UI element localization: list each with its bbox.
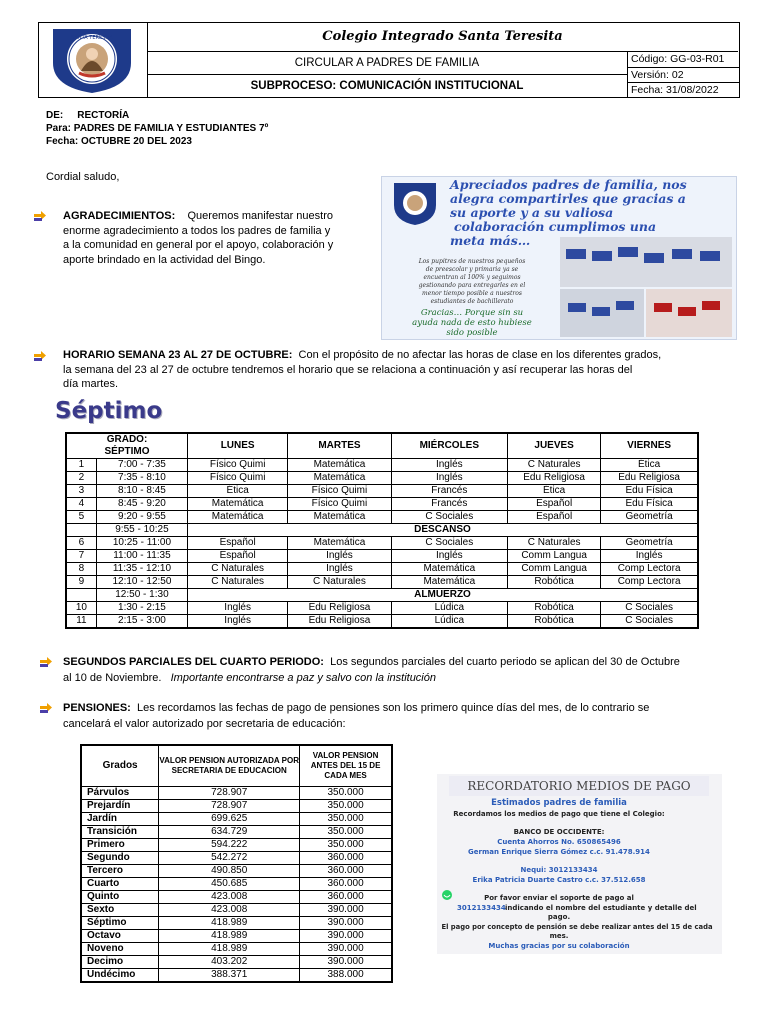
subject-cell: Ética xyxy=(188,485,288,498)
pension-row xyxy=(81,956,392,969)
svg-text:SANTA TERESITA: SANTA TERESITA xyxy=(71,35,113,41)
subject-cell: Matemática xyxy=(288,459,391,472)
break-time: 9:55 - 10:25 xyxy=(96,524,187,537)
document-version: Versión: 02 xyxy=(628,68,739,84)
pension-authorized: 542.272 xyxy=(159,852,300,865)
pension-authorized: 418.989 xyxy=(159,930,300,943)
pension-grade: Sexto xyxy=(81,904,159,917)
period-number: 6 xyxy=(66,537,96,550)
pension-authorized: 594.222 xyxy=(159,839,300,852)
pension-row xyxy=(81,865,392,878)
pension-row xyxy=(81,930,392,943)
period-number: 4 xyxy=(66,498,96,511)
pension-grade: Cuarto xyxy=(81,878,159,891)
svg-text:meta más…: meta más… xyxy=(450,233,531,248)
svg-text:Muchas gracias por su colabora: Muchas gracias por su colaboración xyxy=(488,942,630,950)
svg-text:menor tiempo posible a nuestro: menor tiempo posible a nuestros xyxy=(422,290,522,297)
svg-text:Nequi: 3012133434: Nequi: 3012133434 xyxy=(520,866,598,874)
exams-line2: al 10 de Noviembre. xyxy=(63,672,162,684)
school-crest-icon xyxy=(39,23,147,97)
subject-cell: Español xyxy=(188,550,288,563)
pension-authorized: 423.008 xyxy=(159,904,300,917)
document-meta xyxy=(627,52,739,97)
document-code: Código: GG-03-R01 xyxy=(628,52,739,68)
break-label: DESCANSO xyxy=(188,524,698,537)
period-number: 1 xyxy=(66,459,96,472)
subject-cell: Inglés xyxy=(288,550,391,563)
svg-text:BANCO DE OCCIDENTE:: BANCO DE OCCIDENTE: xyxy=(513,828,605,836)
col-grades: Grados xyxy=(81,745,159,787)
gratitude-line3: a la comunidad en general por el apoyo, colaboración y xyxy=(63,239,334,251)
pension-grade: Prejardín xyxy=(81,800,159,813)
subject-cell: Matemática xyxy=(391,563,507,576)
lunch-label: ALMUERZO xyxy=(188,589,698,602)
pension-grade: Séptimo xyxy=(81,917,159,930)
banner-graphic xyxy=(382,177,736,339)
svg-text:3012133434: 3012133434 xyxy=(457,904,506,912)
svg-text:Por favor enviar el soporte de: Por favor enviar el soporte de pago al xyxy=(484,894,634,902)
pension-row xyxy=(81,917,392,930)
bullet-arrow-icon xyxy=(34,210,46,221)
subject-cell: Edu Física xyxy=(601,485,698,498)
col-before15: VALOR PENSION ANTES DEL 15 DE CADA MES xyxy=(300,745,392,787)
subject-cell: Edu Religiosa xyxy=(508,472,601,485)
subject-cell: Edu Religiosa xyxy=(288,602,391,615)
svg-text:German Enrique Sierra Gómez c.: German Enrique Sierra Gómez c.c. 91.478.914 xyxy=(468,848,650,856)
subject-cell: Físico Quimi xyxy=(188,459,288,472)
subject-cell: Geometría xyxy=(601,511,698,524)
schedule-intro-line1: Con el propósito de no afectar las horas de clase en los diferentes grados, xyxy=(298,349,662,361)
pension-grade: Quinto xyxy=(81,891,159,904)
subject-cell: C Naturales xyxy=(288,576,391,589)
gratitude-line2: enorme agradecimiento a todos los padres de familia y xyxy=(63,224,331,237)
period-time: 1:30 - 2:15 xyxy=(96,602,187,615)
svg-text:Gracias… Porque sin su: Gracias… Porque sin su xyxy=(420,308,524,318)
pension-before15: 390.000 xyxy=(300,930,392,943)
bullet-arrow-icon xyxy=(40,702,52,713)
subject-cell: Comm Langua xyxy=(508,563,601,576)
subject-cell: Edu Religiosa xyxy=(288,615,391,629)
schedule-intro-heading: HORARIO SEMANA 23 AL 27 DE OCTUBRE: xyxy=(63,349,293,361)
lunch-time: 12:50 - 1:30 xyxy=(96,589,187,602)
subject-cell: C Naturales xyxy=(188,563,288,576)
exams-section xyxy=(63,654,733,686)
pension-before15: 390.000 xyxy=(300,904,392,917)
schedule-row xyxy=(66,563,698,576)
pension-row xyxy=(81,826,392,839)
pension-authorized: 403.202 xyxy=(159,956,300,969)
memo-from-label: DE: xyxy=(46,110,64,121)
subject-cell: Robótica xyxy=(508,615,601,629)
subject-cell: Robótica xyxy=(508,602,601,615)
pension-row xyxy=(81,813,392,826)
pension-grade: Primero xyxy=(81,839,159,852)
svg-text:El pago por concepto de pensió: El pago por concepto de pensión se debe realizar antes del 15 de cada xyxy=(441,923,713,931)
schedule-row xyxy=(66,459,698,472)
pensions-header-row xyxy=(81,745,392,787)
period-number: 7 xyxy=(66,550,96,563)
document-date: Fecha: 31/08/2022 xyxy=(631,84,719,97)
schedule-header-row xyxy=(66,433,698,459)
svg-text:ayuda nada de esto hubiese: ayuda nada de esto hubiese xyxy=(412,318,532,328)
subject-cell: Matemática xyxy=(288,537,391,550)
pension-row xyxy=(81,787,392,800)
pension-before15: 360.000 xyxy=(300,891,392,904)
pensions-table xyxy=(80,744,393,983)
subject-cell: C Sociales xyxy=(601,602,698,615)
pension-before15: 390.000 xyxy=(300,917,392,930)
pension-before15: 350.000 xyxy=(300,839,392,852)
whatsapp-icon xyxy=(442,890,452,900)
svg-text:su aporte y a su valiosa: su aporte y a su valiosa xyxy=(450,205,614,220)
pensions-line1: Les recordamos las fechas de pago de pensiones son los primero quince días del mes, de lo contrario se xyxy=(136,702,650,714)
subject-cell: Matemática xyxy=(188,511,288,524)
svg-text:mes.: mes. xyxy=(549,932,569,940)
subject-cell: C Sociales xyxy=(391,537,507,550)
pension-before15: 350.000 xyxy=(300,813,392,826)
subprocess-title: SUBPROCESO: COMUNICACIÓN INSTITUCIONAL xyxy=(250,80,524,92)
svg-text:colaboración cumplimos una: colaboración cumplimos una xyxy=(454,219,657,234)
subject-cell: Lúdica xyxy=(391,602,507,615)
subject-cell: Español xyxy=(508,498,601,511)
schedule-row xyxy=(66,576,698,589)
schedule-intro-line3: día martes. xyxy=(63,378,119,390)
subject-cell: Edu Física xyxy=(601,498,698,511)
bullet-arrow-icon xyxy=(40,656,52,667)
schedule-row xyxy=(66,537,698,550)
gratitude-line4: aporte brindado en la actividad del Bingo. xyxy=(63,253,266,266)
subject-cell: Inglés xyxy=(288,563,391,576)
period-time: 8:45 - 9:20 xyxy=(96,498,187,511)
memo-block xyxy=(46,109,268,148)
subject-cell: Ética xyxy=(601,459,698,472)
pension-before15: 360.000 xyxy=(300,865,392,878)
pensions-heading: PENSIONES: xyxy=(63,702,131,714)
pension-before15: 350.000 xyxy=(300,787,392,800)
period-number: 2 xyxy=(66,472,96,485)
svg-text:estudiantes de bachillerato: estudiantes de bachillerato xyxy=(430,298,514,305)
subject-cell: C Naturales xyxy=(508,537,601,550)
gratitude-heading: AGRADECIMIENTOS: xyxy=(63,210,176,222)
schedule-row xyxy=(66,498,698,511)
subject-cell: Francés xyxy=(391,498,507,511)
period-time: 10:25 - 11:00 xyxy=(96,537,187,550)
svg-text:de preescolar y primaria ya se: de preescolar y primaria ya se xyxy=(425,266,519,273)
svg-text:Recordamos los medios de pago: Recordamos los medios de pago que tiene el Colegio: xyxy=(453,810,665,818)
pension-authorized: 418.989 xyxy=(159,943,300,956)
day-header: LUNES xyxy=(188,433,288,459)
break-row xyxy=(66,524,698,537)
subject-cell: Matemática xyxy=(391,576,507,589)
pension-grade: Undécimo xyxy=(81,969,159,983)
svg-text:Erika Patricia Duarte Castro c: Erika Patricia Duarte Castro c.c. 37.512.658 xyxy=(472,876,646,884)
day-header: JUEVES xyxy=(508,433,601,459)
svg-text:Estimados padres de familia: Estimados padres de familia xyxy=(491,798,627,808)
subject-cell: Inglés xyxy=(391,550,507,563)
school-logo xyxy=(39,23,148,97)
pension-before15: 388.000 xyxy=(300,969,392,983)
period-time: 12:10 - 12:50 xyxy=(96,576,187,589)
pension-authorized: 490.850 xyxy=(159,865,300,878)
svg-text:Cuenta Ahorros No. 650865496: Cuenta Ahorros No. 650865496 xyxy=(497,838,621,846)
pension-authorized: 634.729 xyxy=(159,826,300,839)
schedule-intro xyxy=(63,348,733,392)
pension-authorized: 728.907 xyxy=(159,800,300,813)
period-number: 8 xyxy=(66,563,96,576)
period-time: 2:15 - 3:00 xyxy=(96,615,187,629)
schedule-row xyxy=(66,485,698,498)
pension-authorized: 388.371 xyxy=(159,969,300,983)
period-time: 11:00 - 11:35 xyxy=(96,550,187,563)
subject-cell: C Naturales xyxy=(508,459,601,472)
gratitude-line1: Queremos manifestar nuestro xyxy=(187,210,333,222)
pension-before15: 390.000 xyxy=(300,943,392,956)
svg-text:sido posible: sido posible xyxy=(446,328,498,338)
period-number: 11 xyxy=(66,615,96,629)
subject-cell: Físico Quimi xyxy=(288,498,391,511)
schedule-row xyxy=(66,511,698,524)
pension-authorized: 728.907 xyxy=(159,787,300,800)
bingo-thanks-banner xyxy=(381,176,737,340)
schedule-row xyxy=(66,602,698,615)
subject-cell: Edu Religiosa xyxy=(601,472,698,485)
subject-cell: Matemática xyxy=(288,472,391,485)
school-name: Colegio Integrado Santa Teresita xyxy=(147,23,738,52)
document-header xyxy=(38,22,740,98)
subject-cell: Español xyxy=(188,537,288,550)
subject-cell: Físico Quimi xyxy=(188,472,288,485)
subject-cell: Lúdica xyxy=(391,615,507,629)
greeting: Cordial saludo, xyxy=(46,171,120,183)
pension-grade: Jardín xyxy=(81,813,159,826)
exams-heading: SEGUNDOS PARCIALES DEL CUARTO PERIODO: xyxy=(63,656,324,668)
pension-row xyxy=(81,904,392,917)
day-header: VIERNES xyxy=(601,433,698,459)
subject-cell: Comp Lectora xyxy=(601,563,698,576)
pension-grade: Segundo xyxy=(81,852,159,865)
pension-before15: 360.000 xyxy=(300,878,392,891)
schedule-table xyxy=(65,432,699,629)
pensions-section xyxy=(63,700,733,732)
pension-grade: Octavo xyxy=(81,930,159,943)
exams-note: Importante encontrarse a paz y salvo con la institución xyxy=(170,672,436,684)
pension-grade: Tercero xyxy=(81,865,159,878)
subject-cell: Comp Lectora xyxy=(601,576,698,589)
pension-grade: Decimo xyxy=(81,956,159,969)
subject-cell: Inglés xyxy=(391,472,507,485)
lunch-row xyxy=(66,589,698,602)
subject-cell: Inglés xyxy=(601,550,698,563)
pension-before15: 390.000 xyxy=(300,956,392,969)
subject-cell: Inglés xyxy=(391,459,507,472)
subject-cell: Comm Langua xyxy=(508,550,601,563)
subject-cell: C Naturales xyxy=(188,576,288,589)
pension-grade: Párvulos xyxy=(81,787,159,800)
memo-from-value: RECTORÍA xyxy=(77,110,130,121)
pension-grade: Noveno xyxy=(81,943,159,956)
subject-cell: Ética xyxy=(508,485,601,498)
subject-cell: Robótica xyxy=(508,576,601,589)
period-time: 11:35 - 12:10 xyxy=(96,563,187,576)
period-number: 10 xyxy=(66,602,96,615)
svg-text:encuentran al 100% y seguimos: encuentran al 100% y seguimos xyxy=(423,274,521,281)
pension-authorized: 450.685 xyxy=(159,878,300,891)
svg-text:Apreciados padres de familia,: Apreciados padres de familia, nos xyxy=(450,177,687,192)
subject-cell: Matemática xyxy=(188,498,288,511)
exams-line1: Los segundos parciales del cuarto periodo se aplican del 30 de Octubre xyxy=(330,656,680,668)
svg-text:RECORDATORIO MEDIOS DE PAGO: RECORDATORIO MEDIOS DE PAGO xyxy=(467,779,691,793)
pension-authorized: 423.008 xyxy=(159,891,300,904)
bullet-arrow-icon xyxy=(34,350,46,361)
pension-before15: 360.000 xyxy=(300,852,392,865)
memo-date: Fecha: OCTUBRE 20 DEL 2023 xyxy=(46,136,192,147)
memo-to: Para: PADRES DE FAMILIA Y ESTUDIANTES 7º xyxy=(46,123,269,134)
period-number: 3 xyxy=(66,485,96,498)
pension-before15: 350.000 xyxy=(300,826,392,839)
grade-header-cell: GRADO: SÉPTIMO xyxy=(66,433,188,459)
period-number: 5 xyxy=(66,511,96,524)
schedule-row xyxy=(66,615,698,629)
pension-authorized: 418.989 xyxy=(159,917,300,930)
period-number: 9 xyxy=(66,576,96,589)
pension-authorized: 699.625 xyxy=(159,813,300,826)
subject-cell: Inglés xyxy=(188,615,288,629)
period-time: 8:10 - 8:45 xyxy=(96,485,187,498)
pension-row xyxy=(81,891,392,904)
schedule-intro-line2: la semana del 23 al 27 de octubre tendremos el horario que se relaciona a continuación y así recuperar las horas del xyxy=(63,363,633,376)
day-header: MARTES xyxy=(288,433,391,459)
subject-cell: Español xyxy=(508,511,601,524)
pension-row xyxy=(81,800,392,813)
subject-cell: C Sociales xyxy=(391,511,507,524)
payment-graphic xyxy=(437,774,722,954)
day-header: MIÉRCOLES xyxy=(391,433,507,459)
period-time: 7:35 - 8:10 xyxy=(96,472,187,485)
subject-cell: Físico Quimi xyxy=(288,485,391,498)
circular-title: CIRCULAR A PADRES DE FAMILIA xyxy=(147,52,627,75)
svg-text:indicando el nombre del estudi: indicando el nombre del estudiante y detalle del xyxy=(505,904,697,912)
pension-row xyxy=(81,969,392,983)
pension-row xyxy=(81,943,392,956)
payment-reminder xyxy=(437,774,722,954)
grade-title: Séptimo xyxy=(55,398,163,424)
pension-grade: Transición xyxy=(81,826,159,839)
pensions-line2: cancelará el valor autorizado por secretaria de educación: xyxy=(63,718,346,730)
pension-row xyxy=(81,839,392,852)
subject-cell: Geometría xyxy=(601,537,698,550)
svg-text:alegra compartirles que gracia: alegra compartirles que gracias a xyxy=(450,191,686,206)
svg-text:pago.: pago. xyxy=(547,913,571,921)
svg-text:Los pupitres de nuestros peque: Los pupitres de nuestros pequeños xyxy=(418,258,526,265)
pension-row xyxy=(81,878,392,891)
gratitude-section xyxy=(63,209,371,267)
schedule-row xyxy=(66,550,698,563)
svg-text:gestionando para entregarles e: gestionando para entregarles en el xyxy=(418,282,526,289)
col-authorized: VALOR PENSION AUTORIZADA POR SECRETARIA DE EDUCACION xyxy=(159,745,300,787)
subject-cell: Matemática xyxy=(288,511,391,524)
subject-cell: Francés xyxy=(391,485,507,498)
subject-cell: Inglés xyxy=(188,602,288,615)
period-time: 9:20 - 9:55 xyxy=(96,511,187,524)
pension-before15: 350.000 xyxy=(300,800,392,813)
schedule-row xyxy=(66,472,698,485)
pension-row xyxy=(81,852,392,865)
period-time: 7:00 - 7:35 xyxy=(96,459,187,472)
subject-cell: C Sociales xyxy=(601,615,698,629)
